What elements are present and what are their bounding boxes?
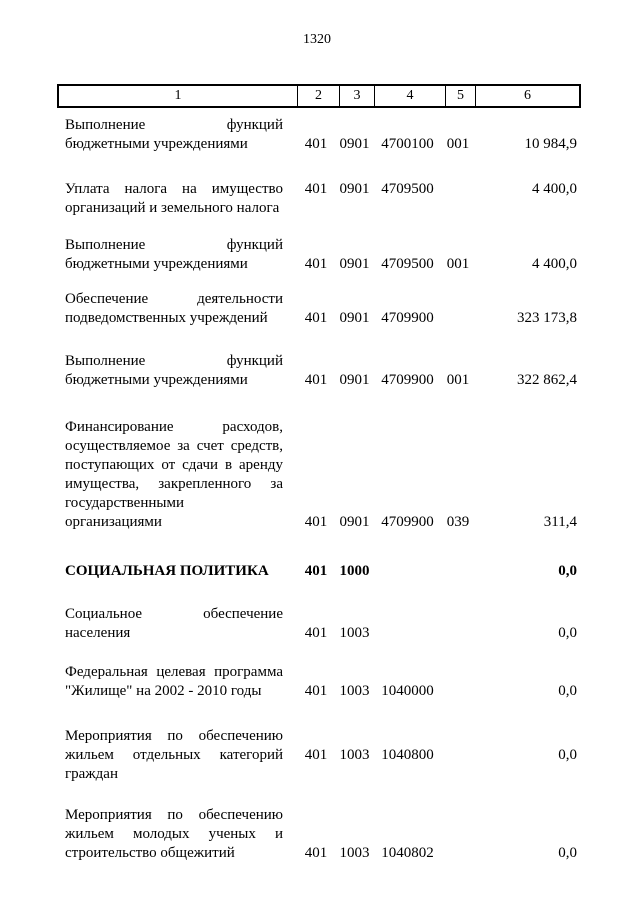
cell-col2: 401 <box>304 514 328 530</box>
cell-col3: 1003 <box>339 625 370 641</box>
row-label: Выполнение функций бюджетными учреждениями <box>65 117 283 152</box>
page-number: 1320 <box>303 32 331 47</box>
cell-col2: 401 <box>304 256 328 272</box>
cell-amount: 0,0 <box>558 683 577 699</box>
table-row <box>57 352 577 390</box>
cell-col2: 401 <box>304 310 328 326</box>
cell-amount: 4 400,0 <box>532 256 577 272</box>
cell-col3: 1000 <box>339 563 370 579</box>
cell-col4: 1040800 <box>381 747 434 763</box>
cell-col4: 1040802 <box>381 845 434 861</box>
row-label: СОЦИАЛЬНАЯ ПОЛИТИКА <box>65 563 269 579</box>
table-row-section <box>57 562 577 581</box>
column-header-3: 3 <box>339 86 374 106</box>
cell-col5: 039 <box>446 514 470 530</box>
cell-col4: 4709500 <box>381 256 434 272</box>
row-label: Мероприятия по обеспечению жильем молодых ученых и строительство общежитий <box>65 807 283 861</box>
cell-col4: 1040000 <box>381 683 434 699</box>
cell-col5: 001 <box>446 136 470 152</box>
cell-col4: 4709900 <box>381 372 434 388</box>
table-row <box>57 180 577 218</box>
cell-col5: 001 <box>446 256 470 272</box>
table-row <box>57 605 577 643</box>
cell-col4: 4700100 <box>381 136 434 152</box>
cell-col3: 1003 <box>339 683 370 699</box>
cell-amount: 0,0 <box>558 563 577 579</box>
cell-col2: 401 <box>304 747 328 763</box>
cell-col2: 401 <box>304 845 328 861</box>
cell-col3: 0901 <box>339 514 370 530</box>
table-header-row <box>57 84 581 108</box>
row-label: Выполнение функций бюджетными учреждениями <box>65 237 283 272</box>
row-label: Обеспечение деятельности подведомственных учреждений <box>65 291 283 326</box>
cell-amount: 10 984,9 <box>524 136 577 152</box>
cell-col3: 0901 <box>339 256 370 272</box>
table-row <box>57 290 577 328</box>
cell-col3: 0901 <box>339 181 370 197</box>
table-row <box>57 116 577 154</box>
cell-amount: 0,0 <box>558 845 577 861</box>
cell-amount: 4 400,0 <box>532 181 577 197</box>
cell-col4: 4709900 <box>381 310 434 326</box>
cell-col4: 4709500 <box>381 181 434 197</box>
row-label: Финансирование расходов, осуществляемое за счет средств, поступающих от сдачи в аренду имущества, закрепленного за государственными организациями <box>65 419 283 530</box>
row-label: Уплата налога на имущество организаций и земельного налога <box>65 181 283 216</box>
table-row <box>57 663 577 701</box>
column-header-1: 1 <box>174 88 182 103</box>
cell-col2: 401 <box>304 136 328 152</box>
cell-col3: 0901 <box>339 372 370 388</box>
cell-col3: 1003 <box>339 845 370 861</box>
table-row <box>57 806 577 863</box>
cell-col3: 1003 <box>339 747 370 763</box>
row-label: Мероприятия по обеспечению жильем отдельных категорий граждан <box>65 728 283 782</box>
cell-col2: 401 <box>304 625 328 641</box>
cell-amount: 0,0 <box>558 747 577 763</box>
cell-col3: 0901 <box>339 136 370 152</box>
cell-amount: 323 173,8 <box>517 310 577 326</box>
cell-col3: 0901 <box>339 310 370 326</box>
cell-col2: 401 <box>304 372 328 388</box>
table-row <box>57 236 577 274</box>
row-label: Социальное обеспечение населения <box>65 606 283 641</box>
cell-col5: 001 <box>446 372 470 388</box>
table-row <box>57 418 577 532</box>
cell-amount: 322 862,4 <box>517 372 577 388</box>
cell-col4: 4709900 <box>381 514 434 530</box>
cell-col2: 401 <box>304 683 328 699</box>
cell-col2: 401 <box>304 563 328 579</box>
cell-col2: 401 <box>304 181 328 197</box>
table-row <box>57 727 577 784</box>
column-header-5: 5 <box>445 86 475 106</box>
row-label: Выполнение функций бюджетными учреждениями <box>65 353 283 388</box>
column-header-2: 2 <box>297 86 339 106</box>
column-header-6: 6 <box>475 86 579 106</box>
cell-amount: 311,4 <box>543 514 577 530</box>
row-label: Федеральная целевая программа "Жилище" на 2002 - 2010 годы <box>65 664 283 699</box>
column-header-4: 4 <box>374 86 445 106</box>
cell-amount: 0,0 <box>558 625 577 641</box>
